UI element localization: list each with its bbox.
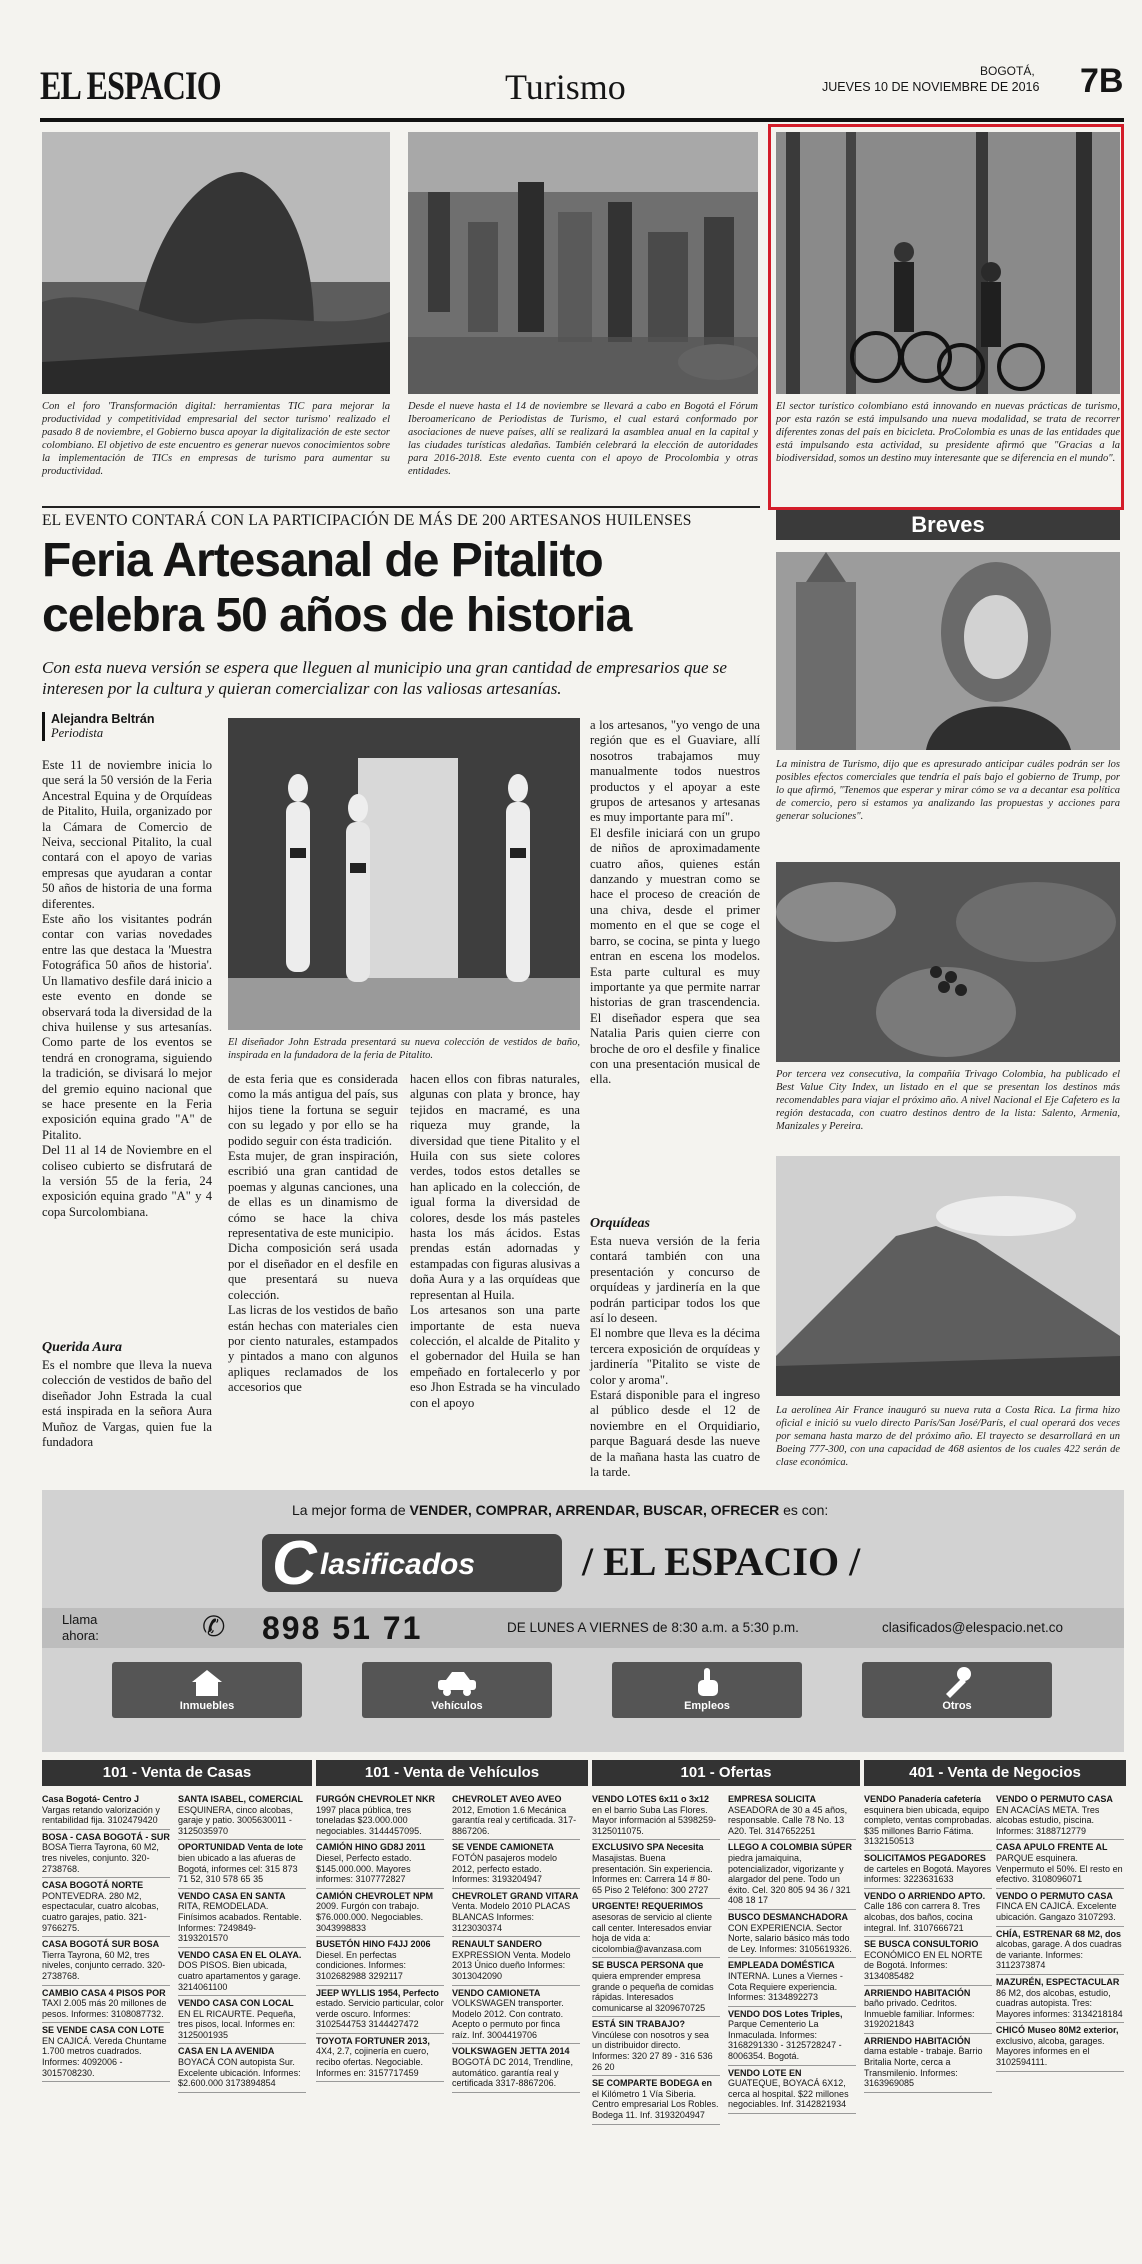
classified-ad: CAMIÓN CHEVROLET NPM 2009. Furgón con trabajo. $76.000.000. Negociables. 3043998833 bbox=[316, 1889, 444, 1937]
classified-ad: VENDO CASA EN SANTA RITA, REMODELADA. Finísimos acabados. Rentable. Informes: 7249849-3193201570 bbox=[178, 1889, 306, 1948]
classified-ad: CAMBIO CASA 4 PISOS POR TAXI 2.005 más 20 millones de pesos. Informes: 3108087732. bbox=[42, 1986, 170, 2024]
classified-ad: VENDO O PERMUTO CASA FINCA EN CAJICÁ. Excelente ubicación. Gangazo 3107293. bbox=[996, 1889, 1124, 1927]
classified-ad: LLEGO A COLOMBIA SÚPER piedra jamaiquina, potencializador, vigorizante y alargador del pene. Todo un éxito. Cel. 320 805 94 36 / 321 408 18 17 bbox=[728, 1840, 856, 1910]
classified-column bbox=[316, 1792, 444, 2082]
classified-ad: BUSCO DESMANCHADORA CON EXPERIENCIA. Sector Norte, salario básico más todo de Ley. Informes: 3105619326. bbox=[728, 1910, 856, 1958]
category-vehiculos bbox=[362, 1662, 552, 1718]
call-bar bbox=[42, 1608, 1124, 1648]
cyclists-image bbox=[776, 132, 1120, 394]
subhead-orquideas: Orquídeas bbox=[590, 1216, 650, 1231]
article-column-3: hacen ellos con fibras naturales, algunas con plata y bronce, hay tejidos en macramé, es una riqueza muy grande, la diversidad que tiene Pitalito y el Huila con sus siete colores verdes, todos estos detalles se han aplicado en la colección, de igual forma la diversidad de colores, desde los más pasteles hasta los más ácidos. Estas prendas están adornadas y estampadas con figuras alusivas a doña Aura y a las orquídeas que representan al Huila. Los artesanos son una parte importante de esta nueva colección, el alcalde de Pitalito y el gobernador del Huila se han empeñado en fortalecerlo y por eso Jhon Estrada se ha vinculado con el apoyo bbox=[410, 1072, 580, 1410]
classified-ad: JEEP WYLLIS 1954, Perfecto estado. Servicio particular, color verde oscuro. Informes: 3102544753 3144427472 bbox=[316, 1986, 444, 2034]
classified-ad: CASA APULO FRENTE AL PARQUE esquinera. Venpermuto el 50%. El resto en efectivo. 3108096071 bbox=[996, 1840, 1124, 1888]
top-caption-1: Con el foro 'Transformación digital: herramientas TIC para mejorar la productividad y competitividad empresarial del sector turismo' realizado el pasado 8 de noviembre, el Gobierno busca apoyar la digitalización de este sector colombiano. El objetivo de este encuentro es generar nuevos conocimientos sobre la implementación de TICs en empresas de turismo para aumentar su productividad. bbox=[42, 401, 390, 477]
classified-ad: CASA BOGOTÁ NORTE PONTEVEDRA. 280 M2, espectacular, cuatro alcobas, cuatro garajes, patio. 321-9766275. bbox=[42, 1878, 170, 1937]
classified-ad: FURGÓN CHEVROLET NKR 1997 placa pública, tres toneladas $23.000.000 negociables. 3144457095. bbox=[316, 1792, 444, 1840]
classified-column bbox=[592, 1792, 720, 2125]
top-caption-3: El sector turístico colombiano está innovando en nuevas prácticas de turismo, por esta razón se está impulsando una nueva modalidad, se trata de recorrer diferentes zonas del país en bicicleta. ProColombia es unas de las entidades que está impulsando esta actividad, su presidente afirmó que "Gracias a la biodiversidad, somos un destino muy interesante que se diferencia en el mundo". bbox=[776, 401, 1120, 464]
city-label: BOGOTÁ, bbox=[980, 64, 1035, 78]
classified-ad: VENDO DOS Lotes Triples, Parque Cementerio La Inmaculada. Informes: 3168291330 - 3125728247 - 8006354. Bogotá. bbox=[728, 2007, 856, 2066]
call-label-1: Llama bbox=[62, 1612, 98, 1627]
classified-ad: BOSA - CASA BOGOTÁ - SUR BOSA Tierra Tayrona, 60 M2, tres niveles, conjunto. 320-2738768. bbox=[42, 1830, 170, 1878]
classified-ad: SE COMPARTE BODEGA en el Kilómetro 1 Vía Siberia. Centro empresarial Los Robles. Bodega 11. Inf. 3193204947 bbox=[592, 2076, 720, 2124]
logo-brand: / EL ESPACIO / bbox=[582, 1539, 861, 1584]
phone-icon: ✆ bbox=[202, 1611, 226, 1642]
mannequins-caption: El diseñador John Estrada presentará su nueva colección de vestidos de baño, inspirada en la fundadora de la feria de Pitalito. bbox=[228, 1037, 580, 1061]
tagline-actions: VENDER, COMPRAR, ARRENDAR, BUSCAR, OFRECER bbox=[409, 1502, 780, 1518]
section-head-ofertas: 101 - Ofertas bbox=[592, 1760, 860, 1786]
classified-column bbox=[178, 1792, 306, 2093]
photo-rock-landscape bbox=[42, 132, 390, 394]
logo-text: lasificados bbox=[320, 1548, 476, 1581]
byline bbox=[42, 712, 212, 741]
classified-ad: EMPRESA SOLICITA ASEADORA de 30 a 45 años, responsable. Calle 78 No. 13 A20. Tel. 3147652251 bbox=[728, 1792, 856, 1840]
category-otros bbox=[862, 1662, 1052, 1718]
paper-name: EL ESPACIO bbox=[40, 63, 221, 108]
phone-number: 898 51 71 bbox=[262, 1610, 423, 1646]
classified-ad: SE BUSCA PERSONA que quiera emprender empresa grande o pequeña de comidas rápidas. Interesados comunicarse al 3209670725 bbox=[592, 1958, 720, 2017]
classified-ad: CHEVROLET AVEO AVEO 2012, Emotion 1.6 Mecánica garantía real y certificada. 317-8867206. bbox=[452, 1792, 580, 1840]
call-label-2: ahora: bbox=[62, 1628, 99, 1643]
classified-ad: SE VENDE CASA CON LOTE EN CAJICÁ. Vereda Chuntame 1.700 metros cuadrados. Informes: 4092006 - 3015708230. bbox=[42, 2023, 170, 2082]
classified-ad: VENDO LOTES 6x11 o 3x12 en el barrio Suba Las Flores. Mayor información al 5398259-3125011075. bbox=[592, 1792, 720, 1840]
section-head-negocios: 401 - Venta de Negocios bbox=[864, 1760, 1126, 1786]
classified-ad: VENDO CAMIONETA VOLKSWAGEN transporter. Modelo 2012. Con contrato. Acepto o permuto por finca raíz. Inf. 3004419706 bbox=[452, 1986, 580, 2045]
photo-mannequins bbox=[228, 718, 580, 1030]
minister-image bbox=[776, 552, 1120, 750]
email: clasificados@elespacio.net.co bbox=[882, 1620, 1064, 1635]
category-label: Vehículos bbox=[431, 1700, 483, 1712]
classified-ad: ARRIENDO HABITACIÓN dama estable - trabaje. Barrio Britalia Norte, cerca a Transmilenio. Informes: 3163969085 bbox=[864, 2034, 992, 2093]
classified-column bbox=[996, 1792, 1124, 2072]
article-column-4: a los artesanos, "yo vengo de una región que es el Guaviare, allí nosotros trabajamos muy manualmente todos nuestros productos y el apoyar a este grupos de artesanos y artesanas es muy importante para mí". El desfile iniciará con un grupo de niños de aproximadamente cuatro años, quienes están danzando y muestran como se hace el proceso de creación de una chiva, desde el primer momento en el que se coge el barro, se cocina, se pinta y luego entran en escena los modelos. Esta parte cultural es muy importante ya que permite narrar historias de gran trascendencia. El diseñador espera que sea Natalia Paris quien cierre con broche de oro el desfile y finalice con una presentación musical de ella. bbox=[590, 718, 760, 1087]
classified-column bbox=[452, 1792, 580, 2093]
category-empleos bbox=[612, 1662, 802, 1718]
photo-cyclists bbox=[776, 132, 1120, 394]
date-label: JUEVES 10 DE NOVIEMBRE DE 2016 bbox=[822, 80, 1040, 94]
classifieds-banner bbox=[42, 1490, 1124, 1752]
classified-ad: VENDO Panadería cafetería esquinera bien ubicada, equipo completo, ventas comprobadas. $35 millones Barrio Fátima. 3132150513 bbox=[864, 1792, 992, 1851]
tagline-post: es con: bbox=[783, 1502, 829, 1518]
photo-coffee bbox=[776, 862, 1120, 1062]
article-column-1: Este 11 de noviembre inicia lo que será la 50 versión de la Feria Ancestral Equina y de Orquídeas de Pitalito, Huila, organizado por la Cámara de Comercio de Neiva, seccional Pitalito, la cual contará con el apoyo de varias empresas que ayudaran a contar 50 años de historia de una forma diferentes. Este año los visitantes podrán contar con varias novedades entre las que destaca la 'Muestra Fotográfica 50 años de historia'. Un llamativo desfile dará inicio a este evento en donde se observará toda la diversidad de la chiva huilense y sus artesanías. Como parte de los eventos se tendrá en cronograma, siguiendo la tradición, se divisará lo mejor del gremio equino nacional que se hace presente en la Feria exposición equina grado "A" de Pitalito. Del 11 al 14 de Noviembre en el coliseo cubierto se disfrutará de la versión 55 de la feria, 24 exposición equina grado "A" y 4 copa Surcolombiana. bbox=[42, 758, 212, 1219]
city-aerial-image bbox=[408, 132, 758, 394]
author-name: Alejandra Beltrán bbox=[51, 712, 155, 726]
classified-ad: CAMIÓN HINO GD8J 2011 Diesel, Perfecto estado. $145.000.000. Mayores informes: 3107772827 bbox=[316, 1840, 444, 1888]
category-label: Empleos bbox=[684, 1700, 730, 1712]
article-column-1b: Es el nombre que lleva la nueva colección de vestidos de baño del diseñador John Estrada la cual está inspirada en la señora Aura Muñoz de Vargas, quien fue la fundadora bbox=[42, 1358, 212, 1450]
classifieds-tagline bbox=[292, 1502, 828, 1518]
classified-ad: CASA BOGOTÁ SUR BOSA Tierra Tayrona, 60 M2, tres niveles, conjunto cerrado. 320-2738768. bbox=[42, 1937, 170, 1985]
author-role: Periodista bbox=[51, 726, 104, 740]
classified-ad: TOYOTA FORTUNER 2013, 4X4, 2.7, cojinería en cuero, recibo ofertas. Negociable. Informes en: 3157717459 bbox=[316, 2034, 444, 2082]
car-icon bbox=[436, 1670, 478, 1696]
classified-ad: CASA EN LA AVENIDA BOYACÁ CON autopista Sur. Excelente ubicación. Informes: $2.600.000 3173894854 bbox=[178, 2044, 306, 2092]
classified-ad: RENAULT SANDERO EXPRESSION Venta. Modelo 2013 Único dueño Informes: 3013042090 bbox=[452, 1937, 580, 1985]
classified-ad: BUSETÓN HINO F4JJ 2006 Diesel. En perfectas condiciones. Informes: 3102682988 3292117 bbox=[316, 1937, 444, 1985]
logo-c: C bbox=[272, 1529, 317, 1598]
headline-line-2: celebra 50 años de historia bbox=[42, 589, 632, 642]
clasificados-logo bbox=[262, 1529, 562, 1598]
breves-caption-3: La aerolínea Air France inauguró su nueva ruta a Costa Rica. La firma hizo oficial e inició su vuelo directo París/San José/París, el cual operará dos veces por semana hasta marzo de del próximo año. El trayecto se desarrollará en un Boeing 777-300, con una capacidad de 468 asientos de los cuales 422 serán de clase económica. bbox=[776, 1405, 1120, 1468]
classified-ad: SE BUSCA CONSULTORIO ECONÓMICO EN EL NORTE de Bogotá. Informes: 3134085482 bbox=[864, 1937, 992, 1985]
photo-city-aerial bbox=[408, 132, 758, 394]
classified-ad: VENDO CASA CON LOCAL EN EL RICAURTE. Pequeña, tres pisos, local. Informes en: 3125001935 bbox=[178, 1996, 306, 2044]
house-icon bbox=[190, 1668, 224, 1698]
masthead-rule bbox=[40, 118, 1124, 122]
breves-caption-2: Por tercera vez consecutiva, la compañía Trivago Colombia, ha publicado el Best Value City Index, un listado en el que se presentan los destinos más recomendables para viajar el próximo año. A nivel Nacional el Eje Cafetero es la región destacada, con cuatro destinos dentro de la lista: Salento, Armenia, Manizales y Pereira. bbox=[776, 1069, 1120, 1132]
classified-ad: VENDO O PERMUTO CASA EN ACACÍAS META. Tres alcobas estudio, piscina. Informes: 3188712779 bbox=[996, 1792, 1124, 1840]
subhead-querida-aura: Querida Aura bbox=[42, 1340, 123, 1355]
volcano-image bbox=[776, 1156, 1120, 1396]
article-deck: Con esta nueva versión se espera que lleguen al municipio una gran cantidad de empresarios que se interesen por la cultura y quieran comercializar con las valiosas artesanías. bbox=[42, 658, 727, 698]
classified-ad: EXCLUSIVO SPA Necesita Masajistas. Buena presentación. Sin experiencia. Informes en: Carrera 14 # 80-65 Piso 2 Teléfono: 300 2727 bbox=[592, 1840, 720, 1899]
classified-ad: SOLICITAMOS PEGADORES de carteles en Bogotá. Mayores informes: 3223631633 bbox=[864, 1851, 992, 1889]
classified-ad: CHICÓ Museo 80M2 exterior, exclusivo, alcoba, garages. Mayores informes en el 3102594111. bbox=[996, 2023, 1124, 2071]
category-label: Inmuebles bbox=[179, 1700, 235, 1712]
classified-ad: SE VENDE CAMIONETA FOTÓN pasajeros modelo 2012, perfecto estado. Informes: 3193204947 bbox=[452, 1840, 580, 1888]
coffee-image bbox=[776, 862, 1120, 1062]
classified-ad: OPORTUNIDAD Venta de lote bien ubicado a las afueras de Bogotá, informes cel: 315 873 71 52, 310 578 65 35 bbox=[178, 1840, 306, 1888]
classified-ad: CHEVROLET GRAND VITARA Venta. Modelo 2010 PLACAS BLANCAS Informes: 3123030374 bbox=[452, 1889, 580, 1937]
section-head-vehiculos: 101 - Venta de Vehículos bbox=[316, 1760, 588, 1786]
classified-column bbox=[864, 1792, 992, 2093]
top-caption-2: Desde el nueve hasta el 14 de noviembre se llevará a cabo en Bogotá el Fórum Iberoamericano de Periodistas de Turismo, el cual estará conformado por asociaciones de nueve países, allí se realizará la asamblea anual en la capital y las ciudades turísticas aledañas. También celebrará la elección de autoridades para 2016-2018. Este evento cuenta con el apoyo de Procolombia y otras entidades. bbox=[408, 401, 758, 477]
photo-minister bbox=[776, 552, 1120, 750]
breves-caption-1: La ministra de Turismo, dijo que es apresurado anticipar cuáles podrán ser los posibles efectos comerciales que tendría el país bajo el gobierno de Trump, por lo que afirmó, "Tenemos que esperar y mirar cómo se va a decantar esa política de comercio, pero si estamos ya analizando las propuestas y acciones para generar soluciones". bbox=[776, 759, 1120, 822]
classified-ad: ESTÁ SIN TRABAJO? Vincúlese con nosotros y sea un distribuidor directo. Informes: 320 27 89 - 316 536 26 20 bbox=[592, 2017, 720, 2076]
category-inmuebles bbox=[112, 1662, 302, 1718]
article-kicker: EL EVENTO CONTARÁ CON LA PARTICIPACIÓN DE MÁS DE 200 ARTESANOS HUILENSES bbox=[42, 512, 692, 529]
classified-column bbox=[42, 1792, 170, 2082]
section-head-casas: 101 - Venta de Casas bbox=[42, 1760, 312, 1786]
office-hours: DE LUNES A VIERNES de 8:30 a.m. a 5:30 p.m. bbox=[507, 1620, 799, 1635]
rock-landscape-image bbox=[42, 132, 390, 394]
section-title: Turismo bbox=[505, 67, 626, 107]
classified-ad: VENDO CASA EN EL OLAYA. DOS PISOS. Bien ubicada, cuatro apartamentos y garage. 3214061100 bbox=[178, 1948, 306, 1996]
masthead bbox=[40, 56, 1135, 118]
headline-line-1: Feria Artesanal de Pitalito bbox=[42, 534, 603, 587]
classified-ad: VOLKSWAGEN JETTA 2014 BOGOTÁ DC 2014, Trendline, automático. garantía real y certificada 3317-8867206. bbox=[452, 2044, 580, 2092]
classified-ad: MAZURÉN, ESPECTACULAR 86 M2, dos alcobas, estudio, cuadras autopista. Tres: Mayores informes: 3134218184 bbox=[996, 1975, 1124, 2023]
photo-volcano bbox=[776, 1156, 1120, 1396]
tools-icon bbox=[942, 1666, 972, 1698]
tagline-pre: La mejor forma de bbox=[292, 1502, 406, 1518]
classified-ad: VENDO O ARRIENDO APTO. Calle 186 con carrera 8. Tres alcobas, dos baños, cocina integral. Inf. 3107666721 bbox=[864, 1889, 992, 1937]
classified-ad: VENDO LOTE EN GUATEQUE, BOYACÁ 6X12, cerca al hospital. $22 millones negociables. Inf. 3142821934 bbox=[728, 2066, 856, 2114]
breves-title: Breves bbox=[776, 510, 1120, 540]
classified-ad: Casa Bogotá- Centro J Vargas retando valorización y rentabilidad fija. 3102479420 bbox=[42, 1792, 170, 1830]
classified-ad: CHÍA, ESTRENAR 68 M2, dos alcobas, garage. A dos cuadras de variante. Informes: 3112373874 bbox=[996, 1927, 1124, 1975]
classified-ad: SANTA ISABEL, COMERCIAL ESQUINERA, cinco alcobas, garaje y patio. 3005630011 - 3125035970 bbox=[178, 1792, 306, 1840]
classified-ad: EMPLEADA DOMÉSTICA INTERNA. Lunes a Viernes - Cota Requiere experiencia. Informes: 3134892273 bbox=[728, 1958, 856, 2006]
article-column-2: de esta feria que es considerada como la más antigua del país, sus hijos tiene la fortuna se seguir con su legado y por ello se ha podido seguir con ésta tradición. Esta mujer, de gran inspiración, escribió una gran cantidad de poemas y algunas canciones, una de ellas es un dinamismo de cómo se hace la chiva representativa de este municipio. Dicha composición será usada por el diseñador en el desfile en que presentará su nueva colección. Las licras de los vestidos de baño están hechas con materiales cien por ciento naturales, estampados y pintados a mano con algunos apliques reclamados de los accesorios que bbox=[228, 1072, 398, 1395]
category-label: Otros bbox=[942, 1700, 972, 1712]
classified-ad: ARRIENDO HABITACIÓN baño privado. Cedritos. Inmueble familiar. Informes: 3192021843 bbox=[864, 1986, 992, 2034]
hand-pointer-icon bbox=[692, 1666, 722, 1698]
classified-column bbox=[728, 1792, 856, 2114]
page-number: 7B bbox=[1080, 62, 1124, 100]
classified-ad: URGENTE! REQUERIMOS asesoras de servicio al cliente call center. Interesados enviar hoja de vida a: cicolombia@avanzasa.com bbox=[592, 1899, 720, 1958]
article-top-rule bbox=[42, 506, 760, 508]
mannequins-image bbox=[228, 718, 580, 1030]
article-column-4b: Esta nueva versión de la feria contará también con una presentación y concurso de orquídeas y jardinería en la que podrán participar todos los que así lo deseen. El nombre que lleva es la décima tercera exposición de orquídeas y jardinería "Pitalito se viste de color y aroma". Estará disponible para el ingreso al público desde el 12 de noviembre en el Orquidiario, parque Baguará desde las nueve de la mañana hasta las cuatro de la tarde. bbox=[590, 1234, 760, 1480]
